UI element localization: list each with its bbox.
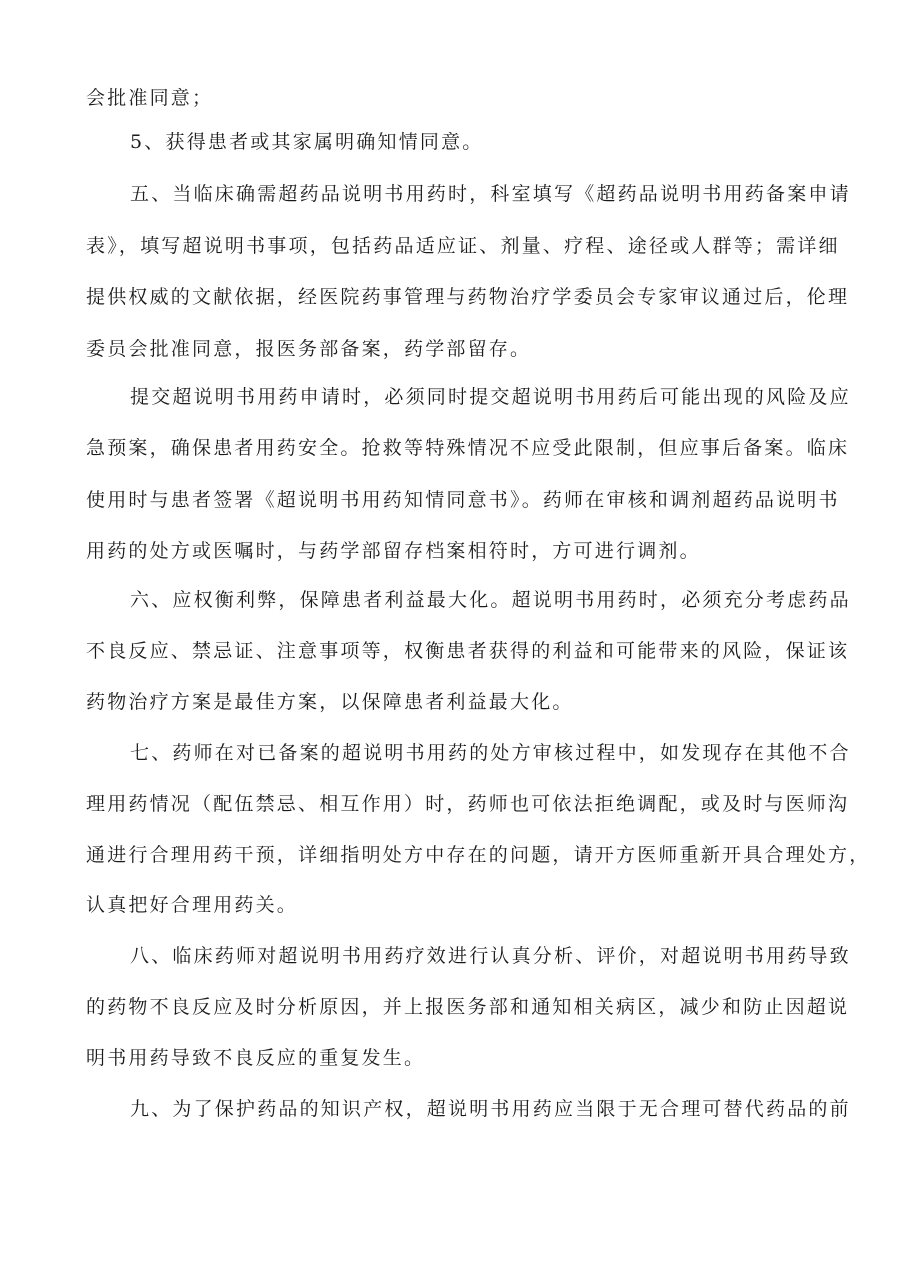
text-line-1: 会批准同意； — [86, 87, 214, 109]
text-line-14: 七、药师在对已备案的超说明书用药的处方审核过程中，如发现存在其他不合 — [130, 742, 851, 764]
text-line-9: 使用时与患者签署《超说明书用药知情同意书》。药师在审核和调剂超药品说明书 — [86, 489, 840, 511]
text-line-21: 九、为了保护药品的知识产权，超说明书用药应当限于无合理可替代药品的前 — [130, 1098, 851, 1120]
text-line-13: 药物治疗方案是最佳方案，以保障患者利益最大化。 — [86, 691, 574, 713]
text-line-16: 通进行合理用药干预，详细指明处方中存在的问题，请开方医师重新开具合理处方， — [86, 844, 871, 866]
text-line-18: 八、临床药师对超说明书用药疗效进行认真分析、评价，对超说明书用药导致 — [130, 945, 851, 967]
text-line-19: 的药物不良反应及时分析原因，并上报医务部和通知相关病区，减少和防止因超说 — [86, 996, 850, 1018]
text-line-6: 委员会批准同意，报医务部备案，药学部留存。 — [86, 338, 532, 360]
text-line-11: 六、应权衡利弊，保障患者利益最大化。超说明书用药时，必须充分考虑药品 — [130, 589, 851, 611]
text-line-15: 理用药情况（配伍禁忌、相互作用）时，药师也可依法拒绝调配，或及时与医师沟 — [86, 793, 850, 815]
text-line-4: 表》，填写超说明书事项，包括药品适应证、剂量、疗程、途径或人群等；需详细 — [86, 235, 840, 257]
text-line-17: 认真把好合理用药关。 — [86, 894, 299, 916]
text-line-7: 提交超说明书用药申请时，必须同时提交超说明书用药后可能出现的风险及应 — [130, 386, 851, 408]
text-line-20: 明书用药导致不良反应的重复发生。 — [86, 1047, 426, 1069]
text-line-8: 急预案，确保患者用药安全。抢救等特殊情况不应受此限制，但应事后备案。临床 — [86, 437, 850, 459]
text-line-12: 不良反应、禁忌证、注意事项等，权衡患者获得的利益和可能带来的风险，保证该 — [86, 640, 850, 662]
text-line-2: 5、获得患者或其家属明确知情同意。 — [130, 131, 484, 153]
text-line-10: 用药的处方或医嘱时，与药学部留存档案相符时，方可进行调剂。 — [86, 540, 701, 562]
text-line-5: 提供权威的文献依据，经医院药事管理与药物治疗学委员会专家审议通过后，伦理 — [86, 286, 850, 308]
text-line-3: 五、当临床确需超药品说明书用药时，科室填写《超药品说明书用药备案申请 — [130, 183, 851, 205]
